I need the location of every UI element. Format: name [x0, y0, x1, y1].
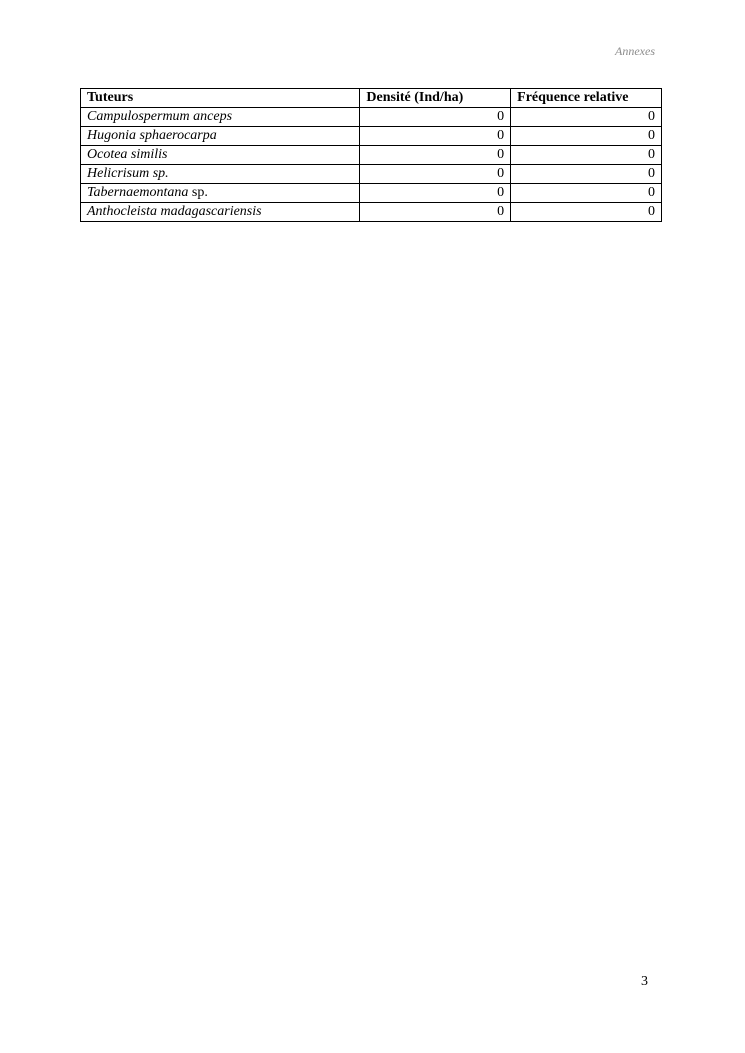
species-name: Anthocleista madagascariensis — [87, 204, 262, 219]
frequency-cell: 0 — [511, 184, 662, 203]
species-cell — [81, 127, 360, 146]
column-header-frequence: Fréquence relative — [511, 89, 662, 108]
density-cell: 0 — [360, 184, 511, 203]
frequency-cell: 0 — [511, 127, 662, 146]
species-cell — [81, 165, 360, 184]
density-cell: 0 — [360, 108, 511, 127]
species-suffix: sp. — [188, 185, 208, 200]
species-cell — [81, 146, 360, 165]
table-row — [81, 165, 662, 184]
species-name: Helicrisum sp. — [87, 166, 169, 181]
species-name: Campulospermum anceps — [87, 109, 233, 124]
density-cell: 0 — [360, 146, 511, 165]
frequency-cell: 0 — [511, 146, 662, 165]
density-cell: 0 — [360, 203, 511, 222]
page-number: 3 — [641, 974, 648, 989]
species-name: Tabernaemontana — [87, 185, 189, 200]
table-row — [81, 203, 662, 222]
running-header: Annexes — [615, 44, 655, 58]
frequency-cell: 0 — [511, 203, 662, 222]
table-row — [81, 108, 662, 127]
density-cell: 0 — [360, 127, 511, 146]
frequency-cell: 0 — [511, 108, 662, 127]
table-header-row — [81, 89, 662, 108]
species-cell — [81, 184, 360, 203]
species-table — [80, 88, 662, 222]
density-cell: 0 — [360, 165, 511, 184]
species-name: Hugonia sphaerocarpa — [87, 128, 217, 143]
species-cell — [81, 108, 360, 127]
species-cell — [81, 203, 360, 222]
frequency-cell: 0 — [511, 165, 662, 184]
table-row — [81, 184, 662, 203]
table-row — [81, 127, 662, 146]
column-header-tuteurs: Tuteurs — [81, 89, 360, 108]
column-header-densite: Densité (Ind/ha) — [360, 89, 511, 108]
table-row — [81, 146, 662, 165]
species-name: Ocotea similis — [87, 147, 168, 162]
